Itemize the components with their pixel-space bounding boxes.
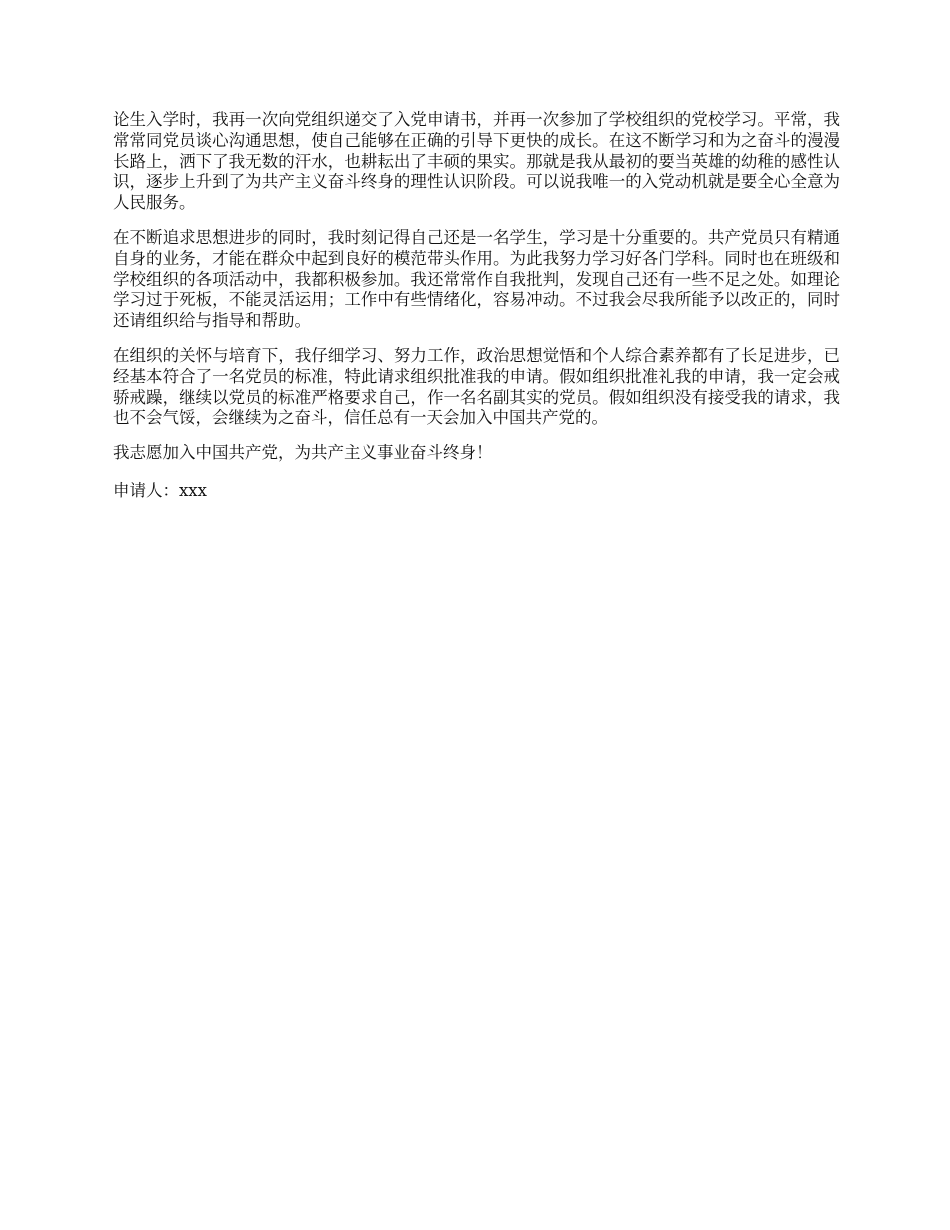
paragraph-3: 在组织的关怀与培育下，我仔细学习、努力工作，政治思想觉悟和个人综合素养都有了长足进步，已经基本符合了一名党员的标准，特此请求组织批准我的申请。假如组织批准礼我的申请，我一定会戒骄戒躁，继续以党员的标准严格要求自己，作一名名副其实的党员。假如组织没有接受我的请求，我也不会气馁，会继续为之奋斗，信任总有一天会加入中国共产党的。	[113, 345, 840, 428]
paragraph-1: 论生入学时，我再一次向党组织递交了入党申请书，并再一次参加了学校组织的党校学习。平常，我常常同党员谈心沟通思想，使自己能够在正确的引导下更快的成长。在这不断学习和为之奋斗的漫漫长路上，洒下了我无数的汗水，也耕耘出了丰硕的果实。那就是我从最初的要当英雄的幼稚的感性认识，逐步上升到了为共产主义奋斗终身的理性认识阶段。可以说我唯一的入党动机就是要全心全意为人民服务。	[113, 110, 840, 213]
paragraph-4: 我志愿加入中国共产党，为共产主义事业奋斗终身！	[113, 443, 493, 463]
paragraph-2: 在不断追求思想进步的同时，我时刻记得自己还是一名学生，学习是十分重要的。共产党员只有精通自身的业务，才能在群众中起到良好的模范带头作用。为此我努力学习好各门学科。同时也在班级和学校组织的各项活动中，我都积极参加。我还常常作自我批判，发现自己还有一些不足之处。如理论学习过于死板，不能灵活运用；工作中有些情绪化，容易冲动。不过我会尽我所能予以改正的，同时还请组织给与指导和帮助。	[113, 227, 840, 331]
document-body	[113, 110, 840, 502]
signature-line: 申请人：xxx	[113, 480, 207, 500]
